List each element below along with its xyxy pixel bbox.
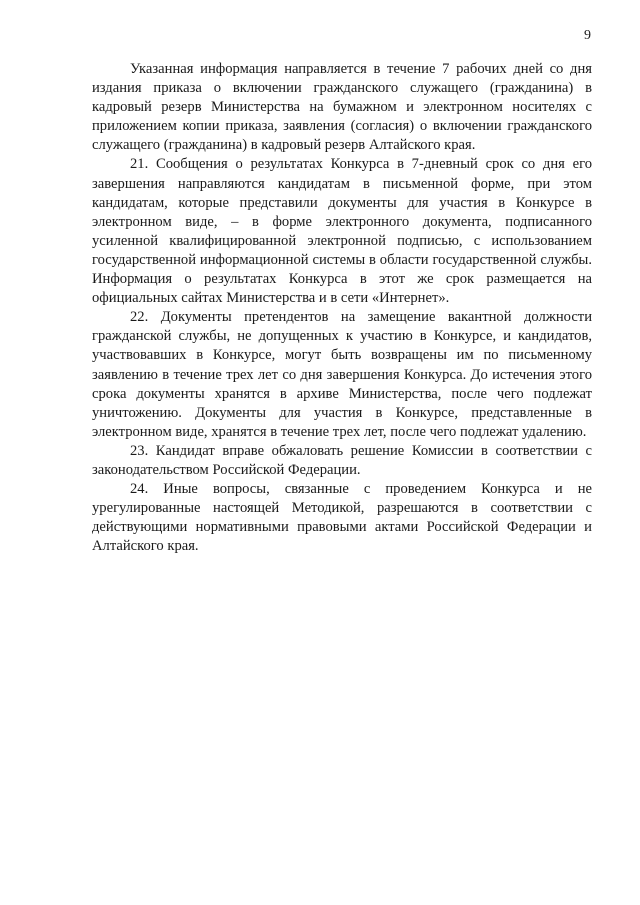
paragraph-24: 24. Иные вопросы, связанные с проведением Конкурса и не урегулированные настоящей Методикой, разрешаются в соответствии с действующими нормативными правовыми актами Российской Федерации и Алтайского края.	[92, 481, 592, 555]
paragraph-22: 22. Документы претендентов на замещение вакантной должности гражданской службы, не допущенных к участию в Конкурсе, и кандидатов, участвовавших в Конкурсе, могут быть возвращены им по письменному заявлению в течение трех лет со дня завершения Конкурса. До истечения этого срока документы хранятся в архиве Министерства, после чего подлежат уничтожению. Документы для участия в Конкурсе, представленные в электронном виде, хранятся в течение трех лет, после чего подлежат удалению.	[92, 309, 592, 440]
page-number: 9	[584, 28, 591, 43]
paragraph-reserve-info: Указанная информация направляется в течение 7 рабочих дней со дня издания приказа о включении гражданского служащего (гражданина) в кадровый резерв Министерства на бумажном и электронном носителях с приложением копии приказа, заявления (согласия) о включении гражданского служащего (гражданина) в кадровый резерв Алтайского края.	[92, 61, 592, 154]
paragraph-21: 21. Сообщения о результатах Конкурса в 7-дневный срок со дня его завершения направляются кандидатам в письменной форме, при этом кандидатам, которые представили документы для участия в Конкурсе в электронном виде, – в форме электронного документа, подписанного усиленной квалифицированной электронной подписью, с использованием государственной информационной системы в области государственной службы. Информация о результатах Конкурса в этот же срок размещается на официальных сайтах Министерства и в сети «Интернет».	[92, 156, 592, 307]
document-body	[92, 60, 592, 556]
paragraph-23: 23. Кандидат вправе обжаловать решение Комиссии в соответствии с законодательством Российской Федерации.	[92, 442, 592, 478]
